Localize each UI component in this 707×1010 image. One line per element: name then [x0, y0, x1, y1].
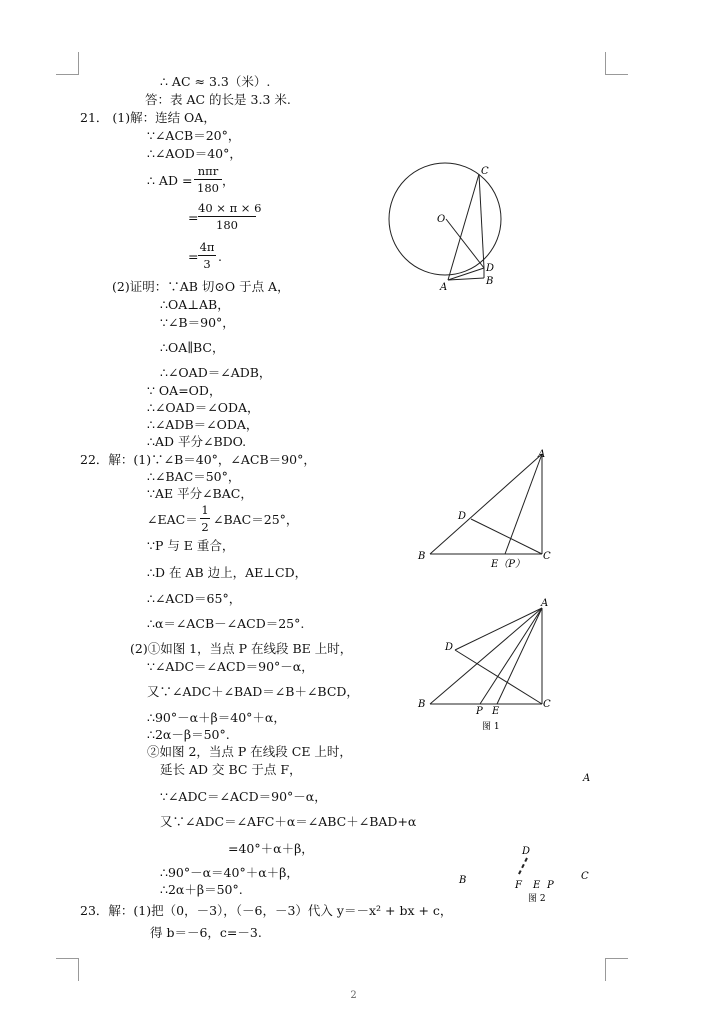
problem-23-heading: 23．解：(1)把（0，－3），（－6，－3）代入 y＝－x² + bx + c， — [80, 903, 453, 918]
label-E: E — [492, 706, 500, 717]
line: ∠EAC＝ — [147, 512, 198, 527]
line: ∵∠B＝90°， — [160, 315, 235, 330]
line: ∵ OA=OD， — [147, 383, 222, 398]
equals-sign: = — [188, 210, 199, 225]
figure-1 — [415, 596, 565, 736]
line: 得 b＝－6，c=－3. — [150, 925, 262, 940]
line: (2)证明：∵AB 切⊙O 于点 A， — [112, 279, 290, 294]
fraction-arc-formula — [194, 164, 222, 195]
label-D: D — [458, 511, 467, 522]
numerator: 4π — [199, 240, 215, 254]
line: ∴D 在 AB 边上，AE⊥CD， — [147, 565, 308, 580]
line: ∴∠BAC＝50°， — [147, 469, 241, 484]
figure-1-caption: 图 1 — [482, 722, 500, 732]
label-C: C — [481, 166, 489, 177]
label-A: A — [440, 282, 448, 293]
line: ∴∠OAD＝∠ADB， — [160, 365, 272, 380]
fraction-half — [200, 503, 210, 534]
line: ∴90°－α＝40°＋α＋β， — [160, 865, 299, 880]
label-C: C — [543, 699, 551, 710]
crop-mark-top-right — [605, 52, 628, 75]
comma: ， — [222, 173, 235, 188]
label-C: C — [581, 871, 589, 882]
label-A: A — [538, 449, 546, 460]
period: . — [218, 249, 222, 264]
line: ∴α＝∠ACB－∠ACD＝25°. — [147, 616, 305, 631]
label-A: A — [583, 773, 591, 784]
numerator: nπr — [197, 164, 219, 178]
line: ∠BAC＝25°， — [213, 512, 299, 527]
line: ∴ AC ≈ 3.3（米）. — [160, 74, 271, 89]
label-B: B — [486, 276, 494, 287]
line: ∴∠OAD＝∠ODA， — [147, 400, 260, 415]
page-number: 2 — [350, 990, 357, 1001]
label-D: D — [522, 846, 531, 857]
label-A: A — [541, 598, 549, 609]
line: (2)①如图 1，当点 P 在线段 BE 上时， — [130, 641, 353, 656]
line: =40°＋α＋β， — [228, 841, 314, 856]
crop-mark-bottom-right — [605, 958, 628, 981]
line: ∴OA⊥AB， — [160, 297, 230, 312]
crop-mark-top-left — [56, 52, 79, 75]
line: 又∵∠ADC＋∠BAD＝∠B＋∠BCD， — [147, 684, 359, 699]
line: 又∵∠ADC＝∠AFC＋α＝∠ABC＋∠BAD+α — [160, 814, 417, 829]
fraction-arc-result — [198, 240, 216, 271]
crop-mark-bottom-left — [56, 958, 79, 981]
line: ∴2α＋β＝50°. — [160, 882, 243, 897]
line: ∵∠ADC＝∠ACD＝90°－α， — [147, 659, 314, 674]
line: ∴2α－β＝50°. — [147, 727, 230, 742]
label-C: C — [543, 551, 551, 562]
line: ∴∠ADB＝∠ODA， — [147, 417, 259, 432]
fraction-arc-substitution — [198, 201, 262, 232]
label-D: D — [445, 642, 454, 653]
numerator: 1 — [201, 503, 209, 517]
label-D: D — [486, 263, 495, 274]
figure-2-caption: 图 2 — [528, 894, 546, 904]
denominator: 180 — [216, 218, 238, 232]
circle-figure — [380, 160, 520, 300]
triangle-figure — [415, 447, 565, 572]
line: 答：表 AC 的长是 3.3 米. — [145, 92, 291, 107]
line: ∴90°－α＋β＝40°＋α， — [147, 710, 286, 725]
line: ∵∠ACB＝20°， — [147, 128, 241, 143]
label-O: O — [437, 214, 446, 225]
label-B: B — [418, 699, 426, 710]
figure-2 — [455, 770, 605, 910]
denominator: 180 — [197, 181, 219, 195]
label-B: B — [459, 875, 467, 886]
equals-sign: = — [188, 249, 199, 264]
problem-21-heading: 21． (1)解：连结 OA， — [80, 110, 216, 125]
line: ∴∠AOD＝40°， — [147, 146, 242, 161]
line: ∴OA∥BC， — [160, 340, 225, 355]
line: ∵P 与 E 重合， — [147, 538, 235, 553]
line: ②如图 2，当点 P 在线段 CE 上时， — [147, 744, 352, 759]
problem-22-heading: 22．解：(1)∵∠B＝40°，∠ACB＝90°， — [80, 452, 316, 467]
label-B: B — [418, 551, 426, 562]
label-E-P: E（P） — [491, 559, 526, 570]
label-P: P — [547, 880, 554, 891]
label-E: E — [533, 880, 541, 891]
line: 延长 AD 交 BC 于点 F， — [160, 762, 302, 777]
line: ∴∠ACD＝65°， — [147, 591, 242, 606]
denominator: 3 — [203, 257, 211, 271]
arc-length-formula-label: ∴ AD = — [147, 173, 193, 188]
line: ∵AE 平分∠BAC， — [147, 486, 253, 501]
numerator: 40 × π × 6 — [198, 201, 262, 215]
line: ∴AD 平分∠BDO. — [147, 434, 247, 449]
denominator: 2 — [201, 520, 209, 534]
line: ∵∠ADC＝∠ACD＝90°－α， — [160, 789, 327, 804]
label-F: F — [515, 880, 522, 891]
label-P: P — [476, 706, 483, 717]
